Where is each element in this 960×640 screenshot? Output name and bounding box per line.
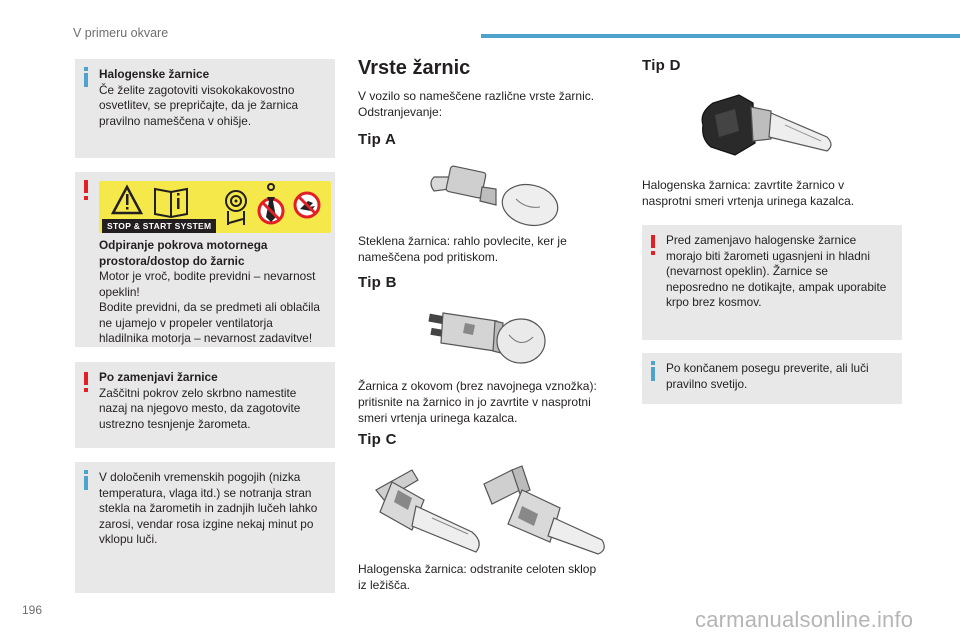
h7-bulb bbox=[484, 466, 604, 554]
hazard-triangle-icon bbox=[113, 187, 141, 213]
box-title: Halogenske žarnice bbox=[99, 67, 210, 81]
warning-icon bbox=[84, 372, 88, 385]
info-box-check-lights bbox=[642, 353, 902, 404]
bayonet-bulb-illustration bbox=[425, 305, 550, 370]
fan-belt-icon bbox=[226, 191, 246, 225]
tip-a-text: Steklena žarnica: rahlo povlecite, ker je nameščena pod pritiskom. bbox=[358, 234, 567, 264]
section-title: V primeru okvare bbox=[73, 26, 169, 40]
box-body: Bodite previdni, da se predmeti ali oblačila ne ujamejo v propeler ventilatorja hladilnika motorja – nevarnost zadavitve! bbox=[99, 300, 320, 345]
tip-c-title: Tip C bbox=[358, 431, 397, 448]
main-heading: Vrste žarnic bbox=[358, 57, 471, 79]
tip-b-text: Žarnica z okovom (brez navojnega vznožka): pritisnite na žarnico in jo zavrtite v nasprotni smeri vrtenja urinega kazalca. bbox=[358, 379, 597, 425]
info-box-halogen bbox=[75, 59, 335, 158]
h4-bulb bbox=[376, 470, 479, 552]
tip-a-title: Tip A bbox=[358, 131, 397, 148]
box-body: Motor je vroč, bodite previdni – nevarnost opeklin! bbox=[99, 269, 316, 299]
warning-box-bonnet bbox=[75, 172, 335, 347]
box-title: Po zamenjavi žarnice bbox=[99, 370, 218, 384]
tip-d-text: Halogenska žarnica: zavrtite žarnico v nasprotni smeri vrtenja urinega kazalca. bbox=[642, 178, 855, 208]
warning-sign-strip bbox=[99, 181, 331, 233]
info-icon bbox=[651, 367, 655, 381]
box-body: Po končanem posegu preverite, ali luči pravilno svetijo. bbox=[666, 361, 869, 391]
box-body: Pred zamenjavo halogenske žarnice morajo biti žarometi ugasnjeni in hladni (nevarnost opeklin). Žarnice se neposredno ne dotikajte, ampak uporabite krpo brez kosmov. bbox=[666, 233, 887, 309]
box-body: V določenih vremenskih pogojih (nizka temperatura, vlaga itd.) se notranja stran stekla na žarometih in zadnjih lučeh lahko zarosi, vendar rosa izgine nekaj minut po vklopu luči. bbox=[99, 470, 318, 546]
warning-box-halogen bbox=[642, 225, 902, 340]
halogen-hb-bulb-illustration bbox=[695, 85, 850, 170]
box-body: Če želite zagotoviti visokokakovostno osvetlitev, se prepričajte, da je žarnica pravilno nameščena v ohišje. bbox=[99, 82, 299, 128]
info-box-condensation bbox=[75, 462, 335, 593]
stop-start-label: STOP & START SYSTEM bbox=[102, 219, 216, 233]
warning-icon bbox=[84, 180, 88, 193]
intro-text: V vozilo so nameščene različne vrste žarnic. Odstranjevanje: bbox=[358, 89, 595, 119]
glass-bulb-illustration bbox=[420, 155, 565, 230]
box-body: Zaščitni pokrov zelo skrbno namestite nazaj na njegovo mesto, da zagotovite ustrezno tesnjenje žarometa. bbox=[99, 385, 301, 431]
warning-icon bbox=[651, 235, 655, 248]
tip-b-title: Tip B bbox=[358, 274, 397, 291]
watermark-text: carmanualsonline.info bbox=[695, 607, 914, 632]
header-accent-bar bbox=[481, 34, 960, 38]
manual-book-icon bbox=[155, 189, 187, 217]
info-icon bbox=[84, 476, 88, 490]
no-tie-icon bbox=[259, 184, 283, 223]
page-number: 196 bbox=[22, 603, 43, 617]
info-icon bbox=[84, 73, 88, 87]
tip-c-text: Halogenska žarnica: odstranite celoten sklop iz ležišča. bbox=[358, 562, 597, 592]
tip-d-title: Tip D bbox=[642, 57, 681, 74]
box-title: Odpiranje pokrova motornega prostora/dostop do žarnic bbox=[99, 238, 268, 268]
no-hands-icon bbox=[295, 193, 319, 217]
halogen-h4-h7-illustration bbox=[372, 460, 612, 560]
warning-box-after-replacement bbox=[75, 362, 335, 448]
